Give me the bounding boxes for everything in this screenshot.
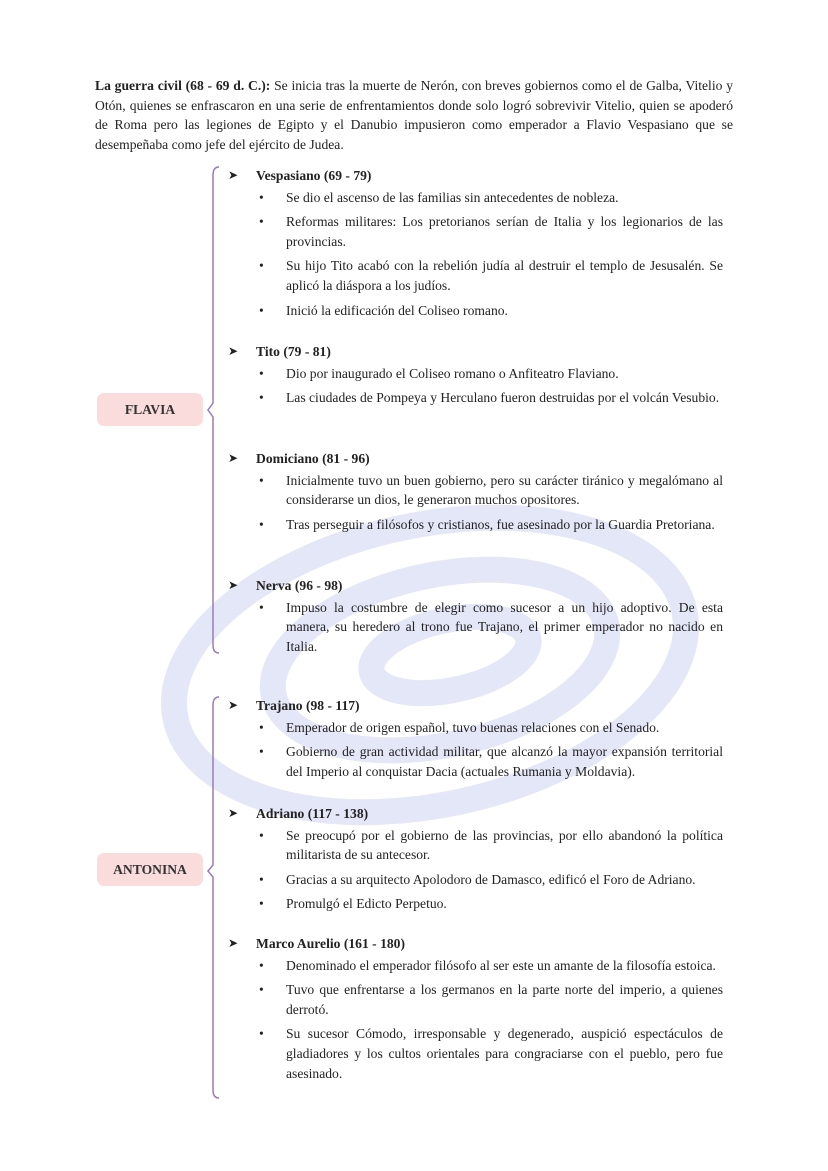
emperor-block [228, 576, 723, 661]
bullet-icon: • [259, 365, 264, 381]
emperor-name: Domiciano (81 - 96) [256, 451, 370, 466]
emperor-heading [228, 696, 723, 716]
point-text: Se dio el ascenso de las familias sin antecedentes de nobleza. [286, 189, 619, 205]
bullet-icon: • [259, 472, 264, 488]
bullet-icon: • [259, 744, 264, 760]
emperor-block [228, 166, 723, 325]
list-item [228, 598, 723, 657]
arrow-bullet-icon: ➤ [228, 936, 239, 950]
point-text: Impuso la costumbre de elegir como sucesor a un hijo adoptivo. De esta manera, su heredero al trono fue Trajano, el primer emperador no nacido en Italia. [286, 599, 723, 654]
list-item [228, 388, 723, 408]
point-list [228, 826, 723, 914]
bullet-icon: • [259, 189, 264, 205]
list-item [228, 364, 723, 384]
point-list [228, 956, 723, 1084]
list-item [228, 301, 723, 321]
point-text: Promulgó el Edicto Perpetuo. [286, 896, 447, 912]
arrow-bullet-icon: ➤ [228, 698, 239, 712]
point-text: Tras perseguir a filósofos y cristianos, fue asesinado por la Guardia Pretoriana. [286, 516, 715, 532]
arrow-bullet-icon: ➤ [228, 806, 239, 820]
emperor-block [228, 696, 723, 786]
bullet-icon: • [259, 214, 264, 230]
point-text: Su sucesor Cómodo, irresponsable y degenerado, auspició espectáculos de gladiadores y los cultos orientales para congraciarse con el pueblo, pero fue asesinado. [286, 1026, 723, 1081]
point-text: Tuvo que enfrentarse a los germanos en la parte norte del imperio, a quienes derrotó. [286, 982, 723, 1017]
list-item [228, 894, 723, 914]
emperor-name: Adriano (117 - 138) [256, 806, 369, 821]
intro-title: La guerra civil (68 - 69 d. C.): [95, 78, 271, 93]
list-item [228, 870, 723, 890]
point-list [228, 718, 723, 782]
emperor-heading [228, 342, 723, 362]
list-item [228, 256, 723, 295]
emperor-heading [228, 804, 723, 824]
arrow-bullet-icon: ➤ [228, 168, 239, 182]
list-item [228, 471, 723, 510]
bullet-icon: • [259, 516, 264, 532]
bullet-icon: • [259, 957, 264, 973]
point-list [228, 598, 723, 657]
list-item [228, 1024, 723, 1083]
bullet-icon: • [259, 258, 264, 274]
bullet-icon: • [259, 896, 264, 912]
point-text: Su hijo Tito acabó con la rebelión judía al destruir el templo de Jesusalén. Se aplicó la diáspora a los judíos. [286, 258, 723, 293]
emperor-block [228, 804, 723, 919]
intro-paragraph [95, 76, 733, 154]
brace-antonina [206, 695, 220, 1100]
emperor-heading [228, 934, 723, 954]
point-text: Denominado el emperador filósofo al ser este un amante de la filosofía estoica. [286, 957, 716, 973]
bullet-icon: • [259, 390, 264, 406]
list-item [228, 188, 723, 208]
brace-flavia [206, 165, 220, 655]
bullet-icon: • [259, 871, 264, 887]
point-text: Gracias a su arquitecto Apolodoro de Damasco, edificó el Foro de Adriano. [286, 871, 696, 887]
emperor-name: Marco Aurelio (161 - 180) [256, 936, 405, 951]
dynasty-label-antonina: ANTONINA [97, 853, 203, 886]
point-text: Gobierno de gran actividad militar, que alcanzó la mayor expansión territorial del Imperio al conquistar Dacia (actuales Rumania y Moldavia). [286, 744, 723, 779]
emperor-block [228, 342, 723, 413]
list-item [228, 718, 723, 738]
bullet-icon: • [259, 1026, 264, 1042]
arrow-bullet-icon: ➤ [228, 344, 239, 358]
bullet-icon: • [259, 719, 264, 735]
emperor-heading [228, 576, 723, 596]
list-item [228, 212, 723, 251]
bullet-icon: • [259, 302, 264, 318]
list-item [228, 826, 723, 865]
arrow-bullet-icon: ➤ [228, 451, 239, 465]
emperor-name: Trajano (98 - 117) [256, 698, 360, 713]
list-item [228, 980, 723, 1019]
emperor-heading [228, 166, 723, 186]
point-list [228, 364, 723, 408]
point-text: Emperador de origen español, tuvo buenas relaciones con el Senado. [286, 719, 660, 735]
point-text: Se preocupó por el gobierno de las provincias, por ello abandonó la política militarista de su antecesor. [286, 827, 723, 863]
arrow-bullet-icon: ➤ [228, 578, 239, 592]
point-text: Reformas militares: Los pretorianos serían de Italia y los legionarios de las provincias. [286, 214, 723, 249]
emperor-name: Nerva (96 - 98) [256, 578, 343, 593]
emperor-name: Tito (79 - 81) [256, 344, 331, 359]
emperor-heading [228, 449, 723, 469]
emperor-name: Vespasiano (69 - 79) [256, 168, 372, 183]
point-list [228, 188, 723, 321]
point-list [228, 471, 723, 535]
list-item [228, 956, 723, 976]
emperor-block [228, 449, 723, 539]
dynasty-label-flavia: FLAVIA [97, 393, 203, 426]
point-text: Las ciudades de Pompeya y Herculano fueron destruidas por el volcán Vesubio. [286, 390, 720, 406]
point-text: Dio por inaugurado el Coliseo romano o Anfiteatro Flaviano. [286, 365, 619, 381]
intro-text: Se inicia tras la muerte de Nerón, con breves gobiernos como el de Galba, Vitelio y Otón, quienes se enfrascaron en una serie de enfrentamientos donde solo logró sobrevivir Vitelio, quien se apoderó de Roma pero las legiones de Egipto y el Danubio impusieron como emperador a Flavio Vespasiano que se desempeñaba como jefe del ejército de Judea. [95, 78, 733, 152]
bullet-icon: • [259, 599, 264, 615]
list-item [228, 742, 723, 781]
point-text: Inició la edificación del Coliseo romano. [286, 302, 508, 318]
point-text: Inicialmente tuvo un buen gobierno, pero su carácter tiránico y megalómano al considerarse un dios, le generaron muchos opositores. [286, 472, 723, 508]
bullet-icon: • [259, 982, 264, 998]
list-item [228, 515, 723, 535]
bullet-icon: • [259, 827, 264, 843]
emperor-block [228, 934, 723, 1088]
